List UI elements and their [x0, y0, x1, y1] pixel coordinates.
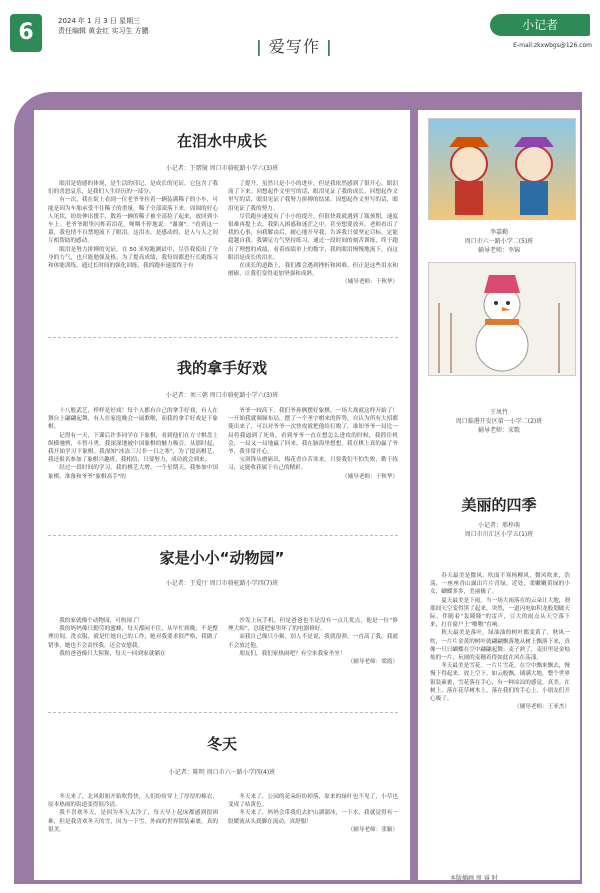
article-col-left: [48, 180, 218, 270]
artist-teacher: 辅导老师：李锦: [477, 247, 520, 254]
paragraph: 而我自己像只小猴，别人不是说，我就很弹，一直高了我，我就不会放过他。: [228, 634, 398, 649]
snowman-drawing: [428, 262, 576, 376]
article-byline: 小记者：刘三朝 周口市骆驼路小学六(3)班: [165, 392, 279, 399]
artist-school: 周口临港开发区第一小学二(2)班: [455, 418, 543, 425]
paragraph: 我不喜欢冬天，是因为冬天太冷了，每天早上起床都感到很困难，但是我喜欢冬天的雪，因为一下雪，外面的世界银装素裹，真的很美。: [48, 810, 218, 833]
editor-line: 责任编辑 黄金红 实习生 方鹏: [58, 27, 149, 35]
artist-name: 李嘉勤: [489, 229, 508, 236]
paragraph: 眼泪是努力拼搏的见证。在 50 米短跑测试中，尽管我使出了全身的力气，也只能勉强及格。为了提高成绩，我每周都进行长跑练习和体能训练，通过长时间的强化训练，我的跑步速度终于有: [48, 246, 218, 270]
painting-figures-icon: [429, 119, 575, 219]
article-col-left: [48, 407, 218, 481]
date-line: 2024 年 1 月 3 日 星期三: [58, 17, 141, 25]
paragraph: 宝剑锋从磨砺出，梅花香自苦寒来。只要我们不怕失败，勤于练习，定能收获属于自己的精彩。: [228, 457, 398, 472]
issue-meta: [58, 16, 149, 36]
paragraph: 沙发上玩手机，但是爸爸也不是没有一点儿优点，他是一位“修理大师”，总能把家里坏了的电器修好。: [228, 618, 398, 633]
article-title: 家是小小“动物园”: [159, 549, 285, 567]
teacher-credit: （辅导老师：于秋华）: [342, 279, 398, 286]
article-title: 在泪水中成长: [176, 132, 267, 150]
paragraph: 了提升。虽然只是小小的进步，但是我依然感到了很开心，眼泪流了下来。回想起作文里写的话，眼泪见证了我的成长。回想起作文里写的话，眼泪见证了我努力拼搏的结果。因想起作文里写的话，眼泪见证了我的努力。: [228, 181, 398, 212]
article-col-right: [228, 407, 398, 481]
paragraph: 我的妈妈像只勤劳的蜜蜂，每天都闲不住，从早忙到晚，不是整理房间，洗衣服，就是忙她自己的工作，她对我要求很严格，我做了错事，她也不会责怪我，还会安慰我。: [48, 626, 218, 649]
paragraph: 经过一段时间的学习，我的棋艺大增。一个星期天，我参加中国象棋，准备和爷爷"象棋高手"的: [48, 465, 218, 480]
artist-name: 王凤竹: [489, 409, 508, 416]
article-col-right: [228, 617, 398, 666]
paragraph: 朋友们，我们家热闹吧？有空来我家坐坐！: [239, 650, 346, 657]
paragraph: 秋天最美是落叶。绿油油的树叶都变黄了，秋风一吹，一片片金黄的树叶就翩翩飘落地从树上飘落下来，真像一只只蝴蝶在空中翩翩起舞；麦子熟了，麦田里是金灿灿的一片，玩闹的麦穗着得如此在风在荡漾。: [430, 630, 570, 662]
teacher-credit: （辅导老师：于秋华）: [342, 473, 398, 480]
article-title: 冬天: [206, 735, 237, 753]
artist-teacher: 辅导老师：宋歌: [477, 427, 520, 434]
paragraph: 眼泪是情感的体现，是生活的印记，是成长的见证。它包含了我们的喜怒哀乐，是我们人生经历的一部分。: [48, 181, 218, 196]
artist-school: 周口市六一路小学二(5)班: [464, 238, 534, 245]
article-col-left: [48, 617, 218, 658]
page-number: 6: [10, 14, 42, 52]
paragraph: 在成长的道路上，我们都会遇到挫折和困难，但正是这些泪水和磨砺，让我们变得更加坚强和成熟。: [228, 263, 398, 278]
paragraph: 冬天来了，妈妈会带我们去护山湖溜冰，一下水，我就觉得有一股暖流从头到脚在流动，真舒服！: [228, 810, 398, 825]
article-title: 我的拿手好戏: [176, 359, 267, 377]
paragraph: 我的爸爸像只大猩猩，每天一回到家就躺在: [59, 650, 166, 657]
paragraph: 春天最美是微风。吹面不寒杨柳风，微风吹来，浩荡，一座座青山露出片片青绿，近处，柔嫩嫩黄绿的小女，蝴蝶多多，美丽极了。: [430, 573, 570, 596]
section-title: [256, 34, 333, 57]
paragraph: 记得有一天，下课后许多同学在下象棋，看到他们在方寸棋盘上纵横驰骋，斗智斗勇，我深深地被中国象棋的魅力吸引。从那时起，我开始学习下象棋。我深知"冰冻三尺非一日之寒"，为了提高棋艺，我还报名参加了象棋兴趣班。我相信，只要努力，成功就会到来。: [48, 432, 218, 464]
teacher-credit: （辅导老师：张颖）: [347, 826, 398, 833]
paragraph: 尽管跑步速度有了小小的提升，但很快我就遇到了瓶颈期，速度很难再提上去，我陷入困惑和迷茫之中，甚至想要放弃。老师看出了我的心事，向我解由后，耐心地开导我，告诉我只要坚定目标，定能超越自我。我铆足力气坚持练习，通过一段时间的刻苦训练，终于跑出了理想的成绩，看着成绩单上的数字，我的眼泪慢慢地流下，而这眼泪是成长的泪水。: [228, 213, 398, 261]
opera-mask-painting: [428, 118, 576, 220]
paragraph: 我的家就像个动物园，可热闹了！: [59, 618, 144, 624]
paragraph: 夏天最美是下雨。当一场大雨落在的云朵让大地，刹那间天空变得黑了起来，突然，一道闪电如积龙般划破天际，伴随着“轰隆隆”的雷声，豆大的雨点从天空落下来，打在窗户上“啪啪”直响。: [430, 597, 570, 629]
byline-name: 小记者：邢梓萌: [477, 522, 520, 529]
sidebar-byline: [418, 521, 580, 539]
teacher-credit: （辅导老师：梁霞）: [347, 659, 398, 666]
paragraph: 十八般武艺，样样是好戏！每个人都有自己的拿手好戏，有人在舞台上翩翩起舞，有人在家庭晚会一展歌喉，而我的拿手好戏是下象棋。: [48, 408, 218, 431]
article-col-left: [48, 793, 218, 834]
illustration-credit: 本版插画 周 睿 时: [450, 875, 498, 882]
section-bar-right: |: [326, 37, 333, 56]
paragraph: 冬天来了，北风姐姐开始吹得快，人们纷纷穿上了厚厚的棉衣，原本热闹的街道变得很冷清。: [48, 794, 218, 809]
teacher-credit: （辅导老师：王亚杰）: [514, 704, 570, 711]
article-col-right: [228, 793, 398, 834]
paragraph: 爷爷一较高下。我们爷孙俩摆好象棋，一场大战就这样开始了！一开始我就频频布局，摆了一个圣字棋来的阵势，自认为所有大招都使出来了，可以对爷爷一次快攻就把他给打败了，谁知爷爷一局比一局将我逼到了死角，看到爷爷一直在想怎么进攻的时候，我抓住机会，一局又一局地赢了回来，我在脑海里想想，我在棋上真的赢了爷爷，我非常开心。: [228, 408, 398, 456]
paragraph: 有一次，我在街上看到一位老爷爷拉着一辆装满稀子的小车，可能是因为车胎承受不住稀子的重量，稀子全部滚落下来。周围的好心人见状，纷纷伸出援手，数着一辆的稀子被全部捡了起来，放回到小车上。老爷爷眼里闪烁着泪花，哽咽不停地说："谢谢"。"看到这一幕，我也情不自禁地流下了眼泪。这泪水，是感动的，是人与人之间互相帮助的感动。: [48, 197, 218, 245]
caption-1: [418, 228, 580, 255]
divider: [48, 535, 398, 536]
byline-school: 周口市川汇区小学五(1)班: [464, 531, 534, 538]
section-bar-left: |: [256, 37, 263, 56]
divider: [48, 712, 398, 713]
contact-email: E-mail:zkxwbgs@126.com: [513, 42, 592, 49]
brand-badge: 小记者: [490, 14, 590, 36]
caption-2: [418, 408, 580, 435]
article-byline: 小记者：王爱厅 周口市骆驼路小学四(7)班: [165, 580, 279, 587]
article-byline: 小记者：陈明 周口市六一路小学四(4)班: [168, 769, 276, 776]
paragraph: 冬天来了，公园的花朵纷纷掉落，原来的绿叶也不见了，小草也变成了枯黄色。: [228, 794, 398, 809]
divider: [48, 337, 398, 338]
snowman-icon: [429, 263, 575, 375]
article-byline: 小记者：王熠镜 周口市骆驼路小学六(3)班: [165, 165, 279, 172]
sidebar-article-body: [430, 572, 570, 711]
paragraph: 冬天最美是雪花。一片片雪花，在空中飘来飘去，慢慢下得起来，放上空下，如云般飘，铺满大地，整个世界银装素裹，雪花落在手心，有一种凉凉的感觉，真美。在树上，落在花草树木上，落在我们的手心上，小朋友们开心极了。: [430, 663, 570, 703]
article-col-right: [228, 180, 398, 287]
section-name: 爱写作: [268, 37, 320, 56]
sidebar-article-title: 美丽的四季: [461, 496, 537, 514]
